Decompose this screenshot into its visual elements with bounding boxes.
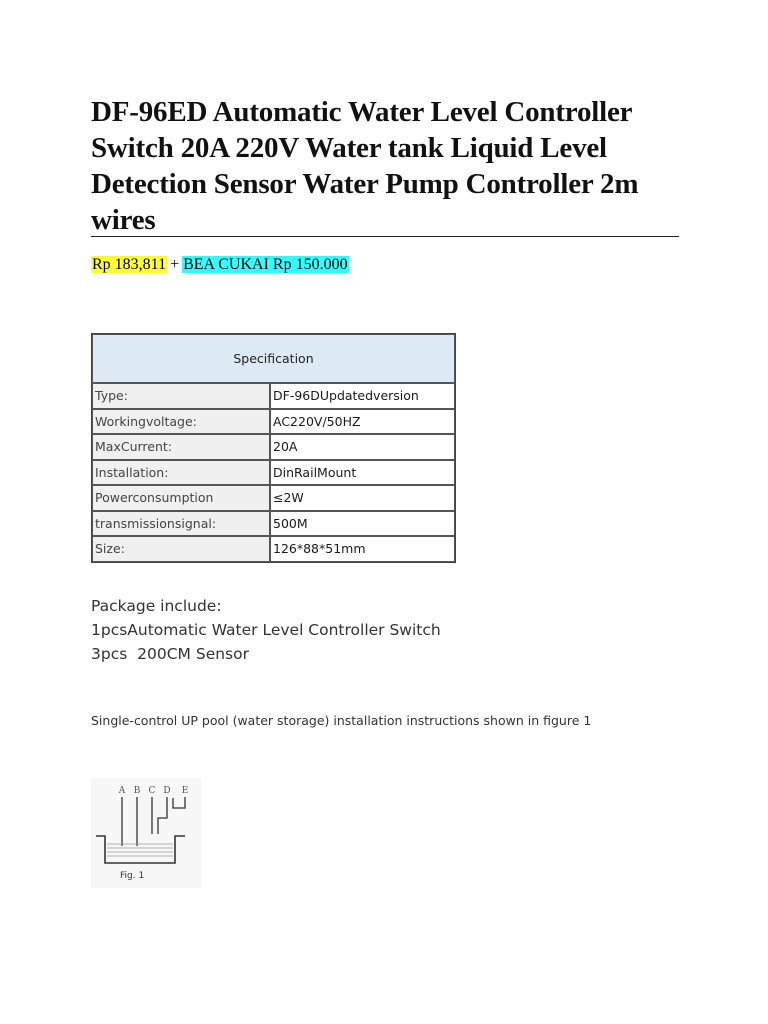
spec-value: 20A <box>270 434 455 460</box>
table-row <box>92 460 455 486</box>
spec-value: DF-96DUpdatedversion <box>270 383 455 409</box>
package-heading: Package include: <box>91 597 222 615</box>
title-divider <box>91 236 679 237</box>
spec-key: Installation: <box>92 460 270 486</box>
spec-key: Size: <box>92 536 270 562</box>
table-row <box>92 485 455 511</box>
list-item: 1pcsAutomatic Water Level Controller Switch <box>91 621 441 639</box>
table-row <box>92 434 455 460</box>
probe-label-b: B <box>133 786 141 796</box>
table-row <box>92 536 455 562</box>
figure-1-diagram <box>91 778 201 888</box>
table-row <box>92 409 455 435</box>
probe-label-d: D <box>163 786 171 796</box>
price-amount: Rp 183,811 <box>92 256 167 273</box>
tank-diagram <box>91 778 201 888</box>
probe-wire-d <box>158 797 167 834</box>
figure-caption: Fig. 1 <box>120 871 145 881</box>
water-lines <box>107 844 173 856</box>
probe-label-a: A <box>118 786 126 796</box>
table-row <box>92 383 455 409</box>
installation-instructions: Single-control UP pool (water storage) installation instructions shown in figure 1 <box>91 713 592 728</box>
spec-header: Specification <box>92 334 455 383</box>
spec-value: ≤2W <box>270 485 455 511</box>
product-title: DF-96ED Automatic Water Level Controller Switch 20A 220V Water tank Liquid Level Detection Sensor Water Pump Controller 2m wires <box>91 96 639 236</box>
spec-key: Type: <box>92 383 270 409</box>
probe-label-c: C <box>148 786 156 796</box>
spec-value: AC220V/50HZ <box>270 409 455 435</box>
probe-label-e: E <box>181 786 189 796</box>
tank-walls <box>96 836 185 863</box>
spec-value: 500M <box>270 511 455 537</box>
package-contents <box>91 594 441 666</box>
spec-key: MaxCurrent: <box>92 434 270 460</box>
spec-value: DinRailMount <box>270 460 455 486</box>
list-item: 3pcs 200CM Sensor <box>91 645 249 663</box>
customs-duty: BEA CUKAI Rp 150.000 <box>183 256 348 273</box>
spec-key: Powerconsumption <box>92 485 270 511</box>
spec-key: transmissionsignal: <box>92 511 270 537</box>
price-line <box>91 254 349 276</box>
spec-key: Workingvoltage: <box>92 409 270 435</box>
tank-outline <box>96 836 185 863</box>
table-row <box>92 511 455 537</box>
spec-value: 126*88*51mm <box>270 536 455 562</box>
probe-wire-e <box>173 797 185 808</box>
specification-table <box>91 333 456 563</box>
price-plus: + <box>170 256 180 273</box>
spec-header-row <box>92 334 455 383</box>
